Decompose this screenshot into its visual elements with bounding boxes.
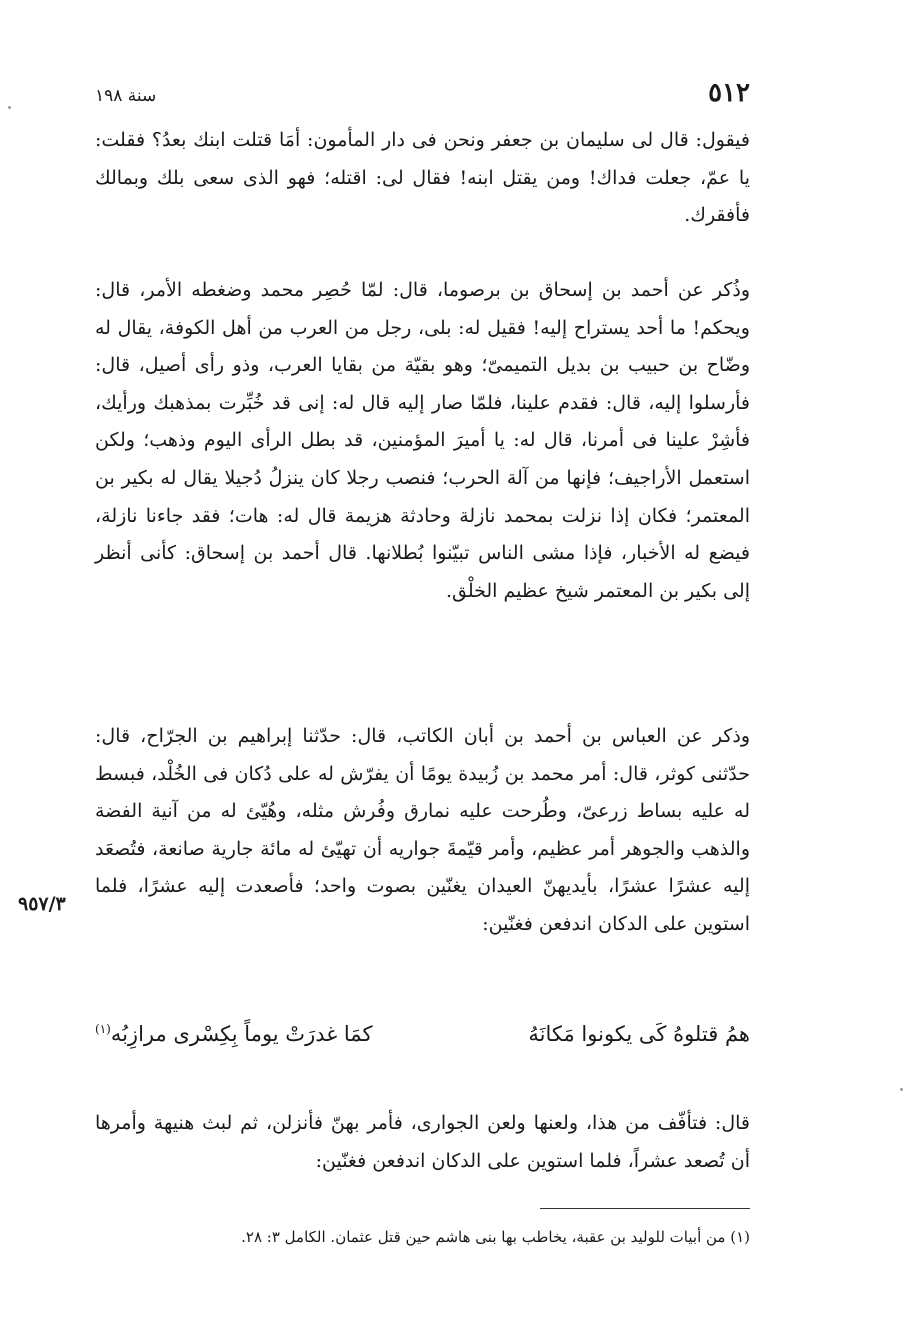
verse-second-hemistich: كمَا غدرَتْ يوماً بِكِسْرى مرازِبُه <box>110 1022 373 1046</box>
page-number: ٥١٢ <box>708 78 750 108</box>
poem-verse <box>95 1018 750 1062</box>
footnote-marker: (١) <box>95 1022 111 1036</box>
paragraph-2: وذُكر عن أحمد بن إسحاق بن برصوما، قال: لمّا حُصِر محمد وضغطه الأمر، قال: ويحكم! ما أحد يستراح إليه! فقيل له: بلى، رجل من العرب من أهل الكوفة، يقال له وضّاح بن حبيب بن بديل التميمىّ؛ وهو بقيّة من بقايا العرب، وذو رأى أصيل، قال: فأرسلوا إليه، قال: فقدم علينا، فلمّا صار إليه قال له: إنى قد خُبِّرت بمذهبك ورأيك، فأشِرْ علينا فى أمرنا، قال له: يا أميرَ المؤمنين، قد بطل الرأى اليوم وذهب؛ ولكن استعمل الأراجيف؛ فإنها من آلة الحرب؛ فنصب رجلا كان ينزلُ دُجيلا يقال له بكير بن المعتمر؛ فكان إذا نزلت بمحمد نازلة وحادثة هزيمة قال له: هات؛ فقد جاءنا نازلة، فيضع له الأخبار، فإذا مشى الناس تبيّنوا بُطلانها. قال أحمد بن إسحاق: كأنى أنظر إلى بكير بن المعتمر شيخ عظيم الخلْق. <box>95 279 750 602</box>
running-head: سنة ١٩٨ <box>95 86 157 106</box>
margin-reference: ٩٥٧/٣ <box>18 893 66 915</box>
footnote: (١) من أبيات للوليد بن عقبة، يخاطب بها بنى هاشم حين قتل عثمان. الكامل ٣: ٢٨. <box>241 1228 750 1246</box>
paragraph-1: فيقول: قال لى سليمان بن جعفر ونحن فى دار المأمون: أمَا قتلت ابنك بعدُ؟ فقلت: يا عمّ، جعلت فداك! ومن يقتل ابنه! فقال لى: اقتله؛ فهو الذى سعى بلك وبمالك فأفقرك. <box>95 129 750 227</box>
scan-speck <box>8 106 11 109</box>
footnote-divider <box>540 1208 750 1209</box>
verse-first-hemistich: همُ قتلوهُ كَى يكونوا مَكانَهُ <box>528 1022 750 1046</box>
paragraph-4: قال: فتأفّف من هذا، ولعنها ولعن الجوارى، فأمر بهنّ فأنزلن، ثم لبث هنيهة وأمرها أن تُصعد عشراً، فلما استوين على الدكان اندفعن فغنّين: <box>95 1112 750 1172</box>
scan-speck <box>900 1088 903 1091</box>
verse-second-hemistich-wrap <box>95 1022 372 1046</box>
page-header <box>95 78 750 112</box>
paragraph-3: وذكر عن العباس بن أحمد بن أبان الكاتب، قال: حدّثنا إبراهيم بن الجرّاح، قال: حدّثنى كوثر، قال: أمر محمد بن زُبيدة يومًا أن يفرّش له على دُكان فى الخُلْد، فبسط له عليه بساط زرعىّ، وطُرحت عليه نمارق وفُرش مثله، وهُيّئ له من آنية الفضة والذهب والجوهر أمر عظيم، وأمر قيّمةَ جواريه أن تهيّئ له مائة جارية صانعة، فتُصعَد إليه عشرًا عشرًا، بأيديهنّ العيدان يغنّين بصوت واحد؛ فأصعدت إليه عشرًا، فلما استوين على الدكان اندفعن فغنّين: <box>95 725 750 935</box>
